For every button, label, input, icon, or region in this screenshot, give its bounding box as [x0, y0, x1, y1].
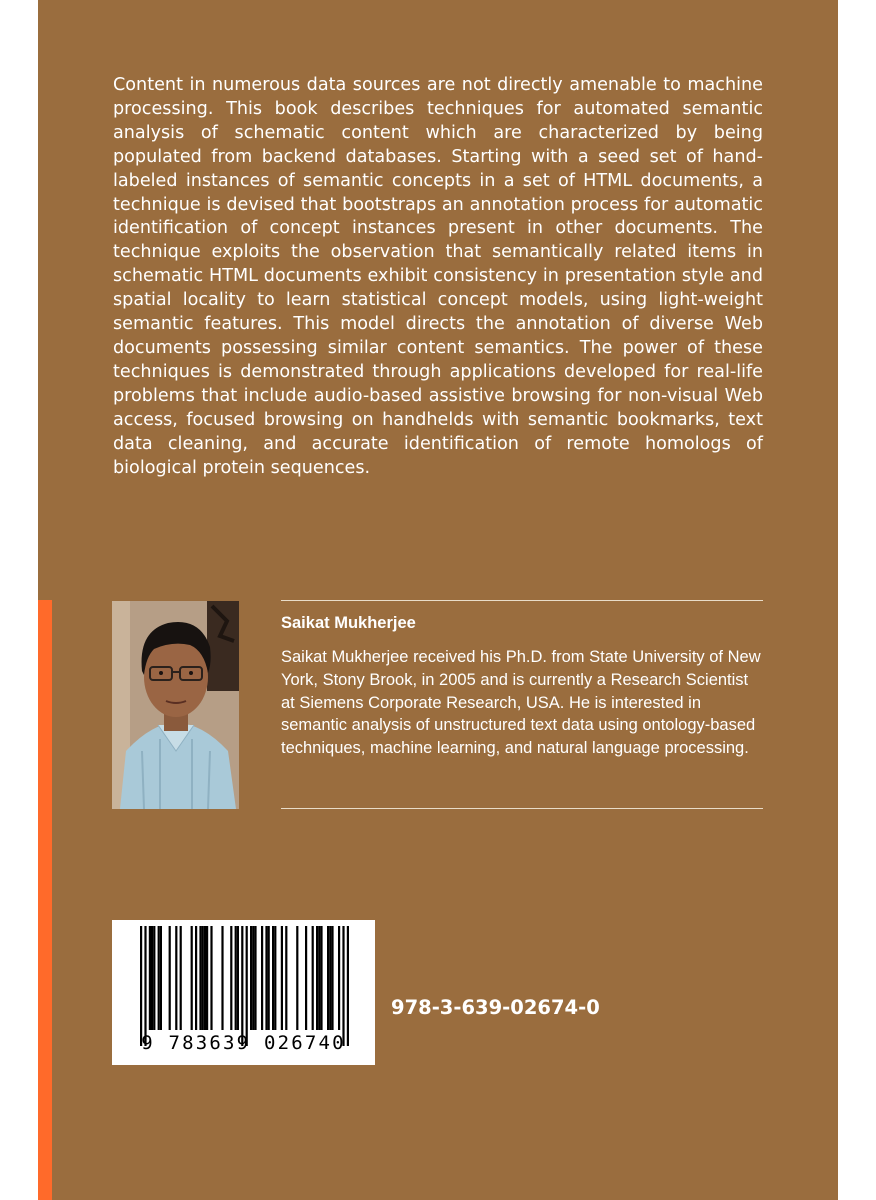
barcode-bar: [327, 926, 329, 1030]
accent-stripe: [38, 600, 52, 1200]
book-description: Content in numerous data sources are not directly amenable to machine processing. This book describes techniques for automated semantic analysis of schematic content which are characterized by being populated from backend databases. Starting with a seed set of hand-labeled instances of semantic concepts in a set of HTML documents, a technique is devised that bootstraps an annotation process for automatic identification of concept instances present in other documents. The technique exploits the observation that semantically related items in schematic HTML documents exhibit consistency in presentation style and spatial locality to learn statistical concept models, using light-weight semantic features. This model directs the annotation of diverse Web documents possessing similar content semantics. The power of these techniques is demonstrated through applications developed for real-life problems that include audio-based assistive browsing for non-visual Web access, focused browsing on handhelds with semantic bookmarks, text data cleaning, and accurate identification of remote homologs of biological protein sequences.: [113, 75, 763, 478]
barcode-bar: [180, 926, 182, 1030]
isbn-number: 978-3-639-02674-0: [391, 996, 600, 1019]
barcode-bar: [316, 926, 318, 1030]
author-bio: Saikat Mukherjee received his Ph.D. from State University of New York, Stony Brook, in 2005 and is currently a Research Scientist at Siemens Corporate Research, USA. He is interested in semantic analysis of unstructured text data using ontology-based techniques, machine learning, and natural language processing.: [281, 648, 761, 758]
barcode-bar: [281, 926, 283, 1030]
divider-bottom: [281, 808, 763, 809]
barcode-bar: [230, 926, 232, 1030]
barcode-bar: [241, 926, 243, 1046]
barcode-bar: [250, 926, 252, 1030]
barcode-bar: [158, 926, 160, 1030]
barcode-bar: [305, 926, 307, 1030]
author-name: Saikat Mukherjee: [281, 614, 416, 632]
barcode-bar: [235, 926, 237, 1030]
barcode-bar: [338, 926, 340, 1030]
barcode-bar: [331, 926, 333, 1030]
divider-top: [281, 600, 763, 601]
barcode-bar: [318, 926, 320, 1030]
barcode-bar: [329, 926, 331, 1030]
barcode-bar: [347, 926, 349, 1046]
barcode-bar: [204, 926, 206, 1030]
barcode-bar: [320, 926, 322, 1030]
barcode-bar: [237, 926, 239, 1030]
barcode-bar: [261, 926, 263, 1030]
barcode-bar: [191, 926, 193, 1030]
barcode-bar: [199, 926, 201, 1030]
barcode-bar: [153, 926, 155, 1030]
author-photo: [112, 601, 239, 809]
barcode-bar: [175, 926, 177, 1030]
barcode-bar: [169, 926, 171, 1030]
barcode-bar: [274, 926, 276, 1030]
barcode-bar: [272, 926, 274, 1030]
barcode-bar: [246, 926, 248, 1046]
barcode-bar: [195, 926, 197, 1030]
barcode-bar: [342, 926, 344, 1046]
barcode-bar: [140, 926, 142, 1046]
barcode-bar: [151, 926, 153, 1030]
barcode-bar: [265, 926, 267, 1030]
barcode-bar: [285, 926, 287, 1030]
barcode-bar: [210, 926, 212, 1030]
barcode-bar: [206, 926, 208, 1030]
barcode-digits: 9 783639 026740: [141, 1032, 346, 1054]
barcode-bar: [221, 926, 223, 1030]
barcode-bar: [160, 926, 162, 1030]
barcode-bar: [202, 926, 204, 1030]
barcode-bar: [268, 926, 270, 1030]
barcode: [112, 920, 375, 1065]
barcode-bar: [296, 926, 298, 1030]
barcode-bar: [252, 926, 254, 1030]
barcode-bar: [254, 926, 256, 1030]
barcode-bar: [312, 926, 314, 1030]
barcode-bar: [149, 926, 151, 1030]
barcode-bar: [144, 926, 146, 1046]
